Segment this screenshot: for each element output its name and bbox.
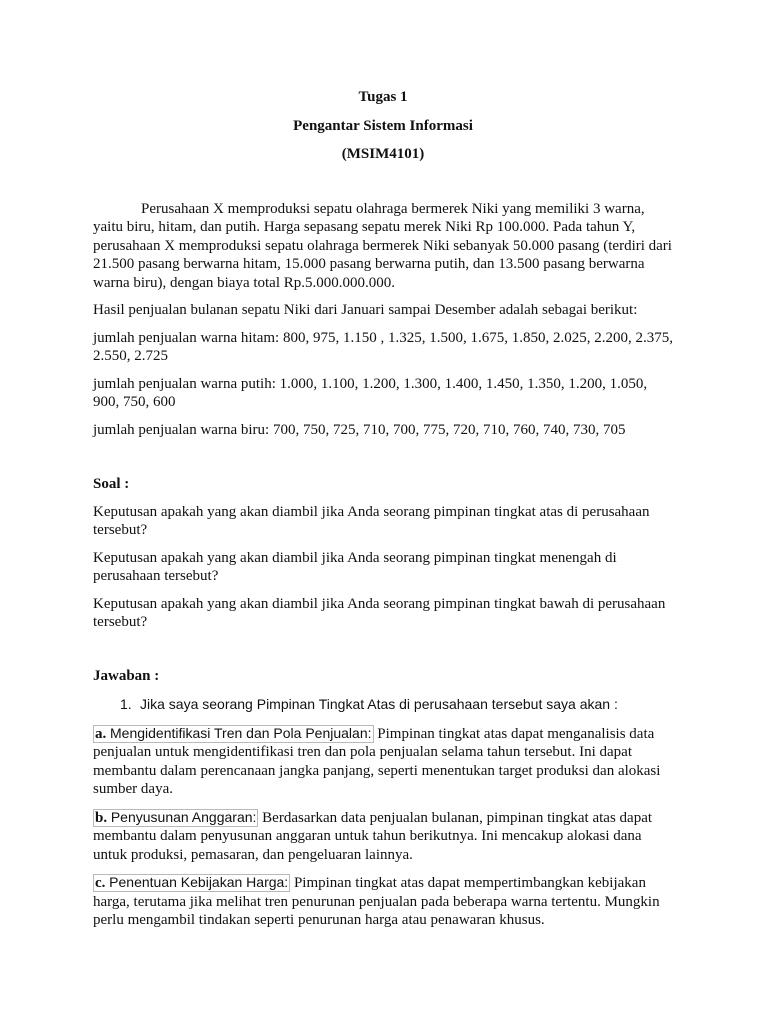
- sales-hitam: jumlah penjualan warna hitam: 800, 975, 1.150 , 1.325, 1.500, 1.675, 1.850, 2.025, 2.200, 2.375, 2.550, 2.725: [93, 329, 673, 364]
- soal-1: Keputusan apakah yang akan diambil jika Anda seorang pimpinan tingkat atas di perusahaan tersebut?: [93, 503, 650, 538]
- answer-c-title: Penentuan Kebijakan Harga:: [109, 874, 289, 890]
- answer-c-body: Pimpinan tingkat atas dapat mempertimbangkan kebijakan harga, terutama jika melihat tren penurunan penjualan pada beberapa warna tertentu. Mungkin perlu mengambil tindakan seperti penurunan harga atau penawaran khusus.: [93, 875, 660, 928]
- answer-a-title: Mengidentifikasi Tren dan Pola Penjualan:: [110, 724, 372, 741]
- soal-heading: Soal :: [93, 476, 130, 492]
- intro-paragraph: Perusahaan X memproduksi sepatu olahraga bermerek Niki yang memiliki 3 warna, yaitu biru, hitam, dan putih. Harga sepasang sepatu merek Niki Rp 100.000. Pada tahun Y, perusahaan X memproduksi sepatu olahraga bermerek Niki sebanyak 50.000 pasang (terdiri dari 21.500 pasang berwarna hitam, 15.000 pasang berwarna putih, dan 13.500 pasang berwarna warna biru), dengan biaya total Rp.5.000.000.000.: [93, 200, 672, 291]
- answer-b-title: Penyusunan Anggaran:: [110, 808, 257, 825]
- answer-a-letter: a.: [95, 725, 107, 742]
- answer-c-letter: c.: [95, 875, 106, 891]
- answer-b-heading: [93, 809, 258, 827]
- answer-b-body: Berdasarkan data penjualan bulanan, pimpinan tingkat atas dapat membantu dalam penyusunan anggaran untuk tahun berikutnya. Ini mencakup alokasi dana untuk produksi, pemasaran, dan pengeluaran lainnya.: [93, 809, 653, 863]
- soal-2: Keputusan apakah yang akan diambil jika Anda seorang pimpinan tingkat menengah di perusahaan tersebut?: [93, 549, 617, 584]
- answer-c: [93, 873, 673, 930]
- course-code: (MSIM4101): [341, 146, 425, 162]
- sales-putih: jumlah penjualan warna putih: 1.000, 1.100, 1.200, 1.300, 1.400, 1.450, 1.350, 1.200, 1.050, 900, 750, 600: [93, 375, 648, 410]
- sales-biru: jumlah penjualan warna biru: 700, 750, 725, 710, 700, 775, 720, 710, 760, 740, 730, 705: [93, 421, 626, 438]
- answer-b: [93, 808, 673, 865]
- doc-title: Tugas 1: [358, 89, 408, 105]
- jawaban-heading: Jawaban :: [93, 667, 160, 684]
- answer-c-heading: [93, 874, 290, 892]
- answer-a-heading: [93, 725, 374, 743]
- sales-intro: Hasil penjualan bulanan sepatu Niki dari Januari sampai Desember adalah sebagai berikut:: [93, 302, 638, 318]
- answer-item-1: [93, 695, 673, 714]
- document-page: [93, 88, 673, 930]
- course-name: Pengantar Sistem Informasi: [293, 117, 473, 134]
- item-text: Jika saya seorang Pimpinan Tingkat Atas di perusahaan tersebut saya akan :: [140, 696, 618, 712]
- item-number: 1.: [120, 696, 132, 712]
- soal-3: Keputusan apakah yang akan diambil jika Anda seorang pimpinan tingkat bawah di perusahaan tersebut?: [93, 595, 666, 630]
- answer-a: [93, 724, 673, 799]
- answer-a-body: Pimpinan tingkat atas dapat menganalisis data penjualan untuk mengidentifikasi tren dan pola penjualan selama tahun tersebut. Ini dapat membantu dalam perencanaan jangka panjang, seperti menentukan target produksi dan alokasi sumber daya.: [93, 725, 661, 797]
- answer-b-letter: b.: [95, 809, 108, 826]
